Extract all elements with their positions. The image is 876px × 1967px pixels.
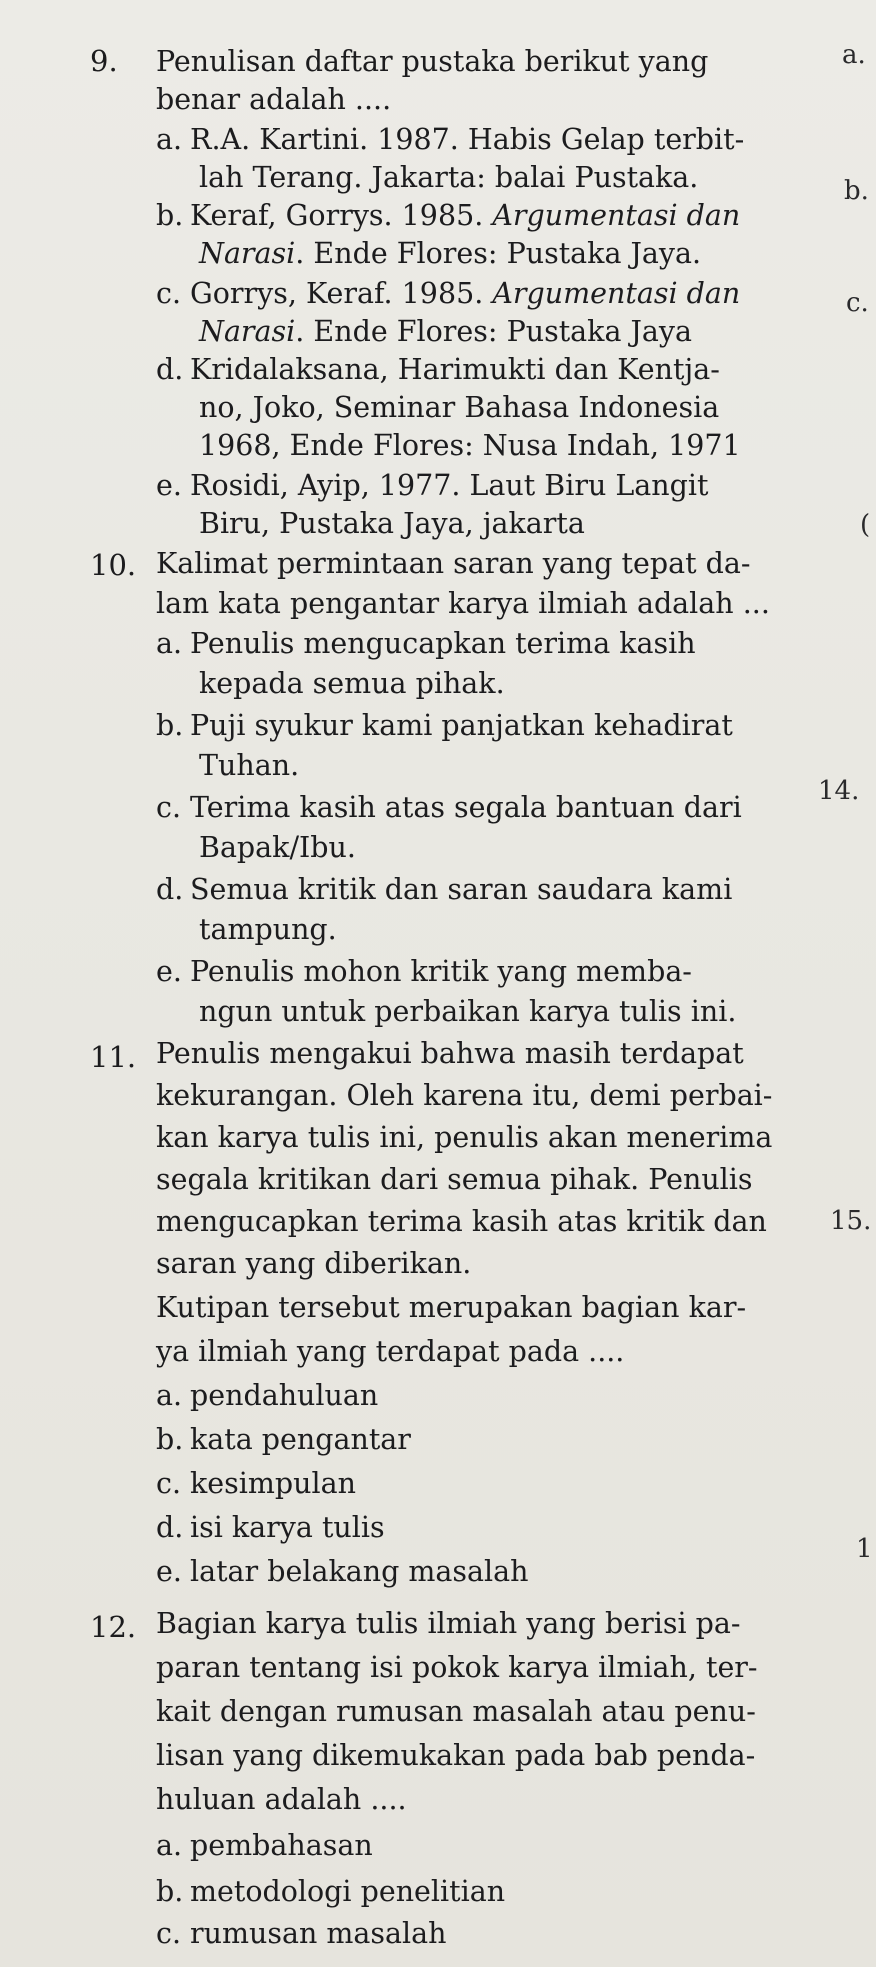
question-9-option-c[interactable]: c. Gorrys, Keraf. 1985. Argumentasi dan — [156, 277, 741, 310]
question-10-option-c[interactable]: c. Terima kasih atas segala bantuan dari — [156, 791, 742, 824]
question-11-text-line-3: kan karya tulis ini, penulis akan menerima — [156, 1121, 773, 1154]
question-10-option-e[interactable]: e. Penulis mohon kritik yang memba- — [156, 955, 692, 988]
question-9-option-e[interactable]: e. Rosidi, Ayip, 1977. Laut Biru Langit — [156, 469, 709, 502]
question-9-option-d-line-2: no, Joko, Seminar Bahasa Indonesia — [199, 391, 720, 424]
question-10-option-a[interactable]: a. Penulis mengucapkan terima kasih — [156, 627, 696, 660]
margin-number-15: 15. — [830, 1206, 872, 1236]
margin-paren: ( — [860, 510, 871, 540]
question-9-option-d[interactable]: d. Kridalaksana, Harimukti dan Kentja- — [156, 353, 720, 386]
margin-letter-b: b. — [844, 176, 869, 206]
question-10-option-b[interactable]: b. Puji syukur kami panjatkan kehadirat — [156, 709, 733, 742]
question-9-option-d-line-3: 1968, Ende Flores: Nusa Indah, 1971 — [199, 429, 741, 462]
question-11-number: 11. — [90, 1040, 137, 1074]
question-12-text-line-4: lisan yang dikemukakan pada bab penda- — [156, 1739, 756, 1772]
question-12-text-line-5: huluan adalah .... — [156, 1783, 407, 1816]
question-11-option-a[interactable]: a. pendahuluan — [156, 1379, 379, 1412]
question-12-text-line-2: paran tentang isi pokok karya ilmiah, ter- — [156, 1651, 758, 1684]
question-12-option-b[interactable]: b. metodologi penelitian — [156, 1875, 506, 1908]
question-9-text-line-2: benar adalah .... — [156, 83, 392, 116]
question-10-option-d-line-2: tampung. — [199, 913, 337, 946]
margin-number-14: 14. — [818, 776, 860, 806]
question-12-text-line-1: Bagian karya tulis ilmiah yang berisi pa- — [156, 1607, 741, 1640]
question-11-option-c[interactable]: c. kesimpulan — [156, 1467, 356, 1500]
question-9-option-c-line-2: Narasi. Ende Flores: Pustaka Jaya — [199, 315, 693, 348]
question-9-number: 9. — [90, 44, 118, 78]
question-10-option-d[interactable]: d. Semua kritik dan saran saudara kami — [156, 873, 733, 906]
question-11-text-line-8: ya ilmiah yang terdapat pada .... — [156, 1335, 625, 1368]
question-9-option-b[interactable]: b. Keraf, Gorrys. 1985. Argumentasi dan — [156, 199, 741, 232]
question-10-option-e-line-2: ngun untuk perbaikan karya tulis ini. — [199, 995, 737, 1028]
question-10-option-a-line-2: kepada semua pihak. — [199, 667, 505, 700]
question-11-text-line-4: segala kritikan dari semua pihak. Penulis — [156, 1163, 753, 1196]
question-12-number: 12. — [90, 1610, 137, 1644]
question-10-text-line-2: lam kata pengantar karya ilmiah adalah ... — [156, 587, 770, 620]
question-11-text-line-6: saran yang diberikan. — [156, 1247, 472, 1280]
question-9-option-a-line-2: lah Terang. Jakarta: balai Pustaka. — [199, 161, 699, 194]
question-11-text-line-7: Kutipan tersebut merupakan bagian kar- — [156, 1291, 747, 1324]
question-12-text-line-3: kait dengan rumusan masalah atau penu- — [156, 1695, 756, 1728]
question-11-option-e[interactable]: e. latar belakang masalah — [156, 1555, 529, 1588]
question-12-option-a[interactable]: a. pembahasan — [156, 1829, 373, 1862]
question-10-text-line-1: Kalimat permintaan saran yang tepat da- — [156, 547, 751, 580]
question-12-option-c[interactable]: c. rumusan masalah — [156, 1917, 447, 1950]
question-9-text-line-1: Penulisan daftar pustaka berikut yang — [156, 45, 709, 78]
question-9-option-b-line-2: Narasi. Ende Flores: Pustaka Jaya. — [199, 237, 702, 270]
margin-number-1: 1 — [856, 1534, 873, 1564]
question-11-option-b[interactable]: b. kata pengantar — [156, 1423, 411, 1456]
question-10-number: 10. — [90, 548, 137, 582]
margin-letter-a: a. — [842, 40, 866, 70]
question-10-option-c-line-2: Bapak/Ibu. — [199, 831, 356, 864]
question-11-text-line-1: Penulis mengakui bahwa masih terdapat — [156, 1037, 744, 1070]
margin-letter-c: c. — [846, 288, 869, 318]
question-11-text-line-5: mengucapkan terima kasih atas kritik dan — [156, 1205, 767, 1238]
question-9-option-e-line-2: Biru, Pustaka Jaya, jakarta — [199, 507, 585, 540]
question-11-text-line-2: kekurangan. Oleh karena itu, demi perbai- — [156, 1079, 773, 1112]
question-9-option-a[interactable]: a. R.A. Kartini. 1987. Habis Gelap terbit- — [156, 123, 745, 156]
question-10-option-b-line-2: Tuhan. — [199, 749, 300, 782]
question-11-option-d[interactable]: d. isi karya tulis — [156, 1511, 385, 1544]
